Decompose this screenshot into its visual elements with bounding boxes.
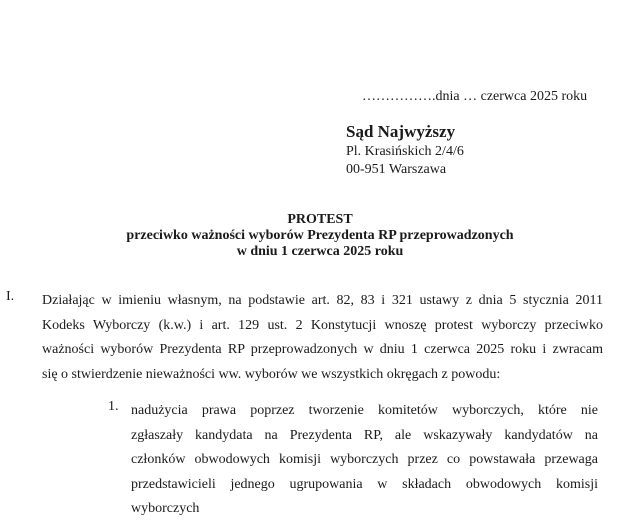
document-title xyxy=(0,212,640,260)
paragraph-line: ważności wyborów Prezydenta RP przeprowadzonych w dniu 1 czerwca 2025 roku i zwracam xyxy=(42,342,603,357)
addressee-block xyxy=(346,122,464,179)
paragraph-line: się o stwierdzenie nieważności ww. wyborów we wszystkich okręgach z powodu: xyxy=(42,366,501,382)
section-numeral: I. xyxy=(6,289,15,304)
title-heading: PROTEST xyxy=(287,212,353,227)
list-item-line: członków obwodowych komisji wyborczych przez co powstawała przewaga xyxy=(131,452,598,467)
title-line-3: w dniu 1 czerwca 2025 roku xyxy=(236,244,404,259)
list-item-number: 1. xyxy=(108,399,119,414)
list-item-line: nadużycia prawa poprzez tworzenie komitetów wyborczych, które nie xyxy=(131,403,598,418)
list-item-line: zgłaszały kandydata na Prezydenta RP, ale wskazywały kandydatów na xyxy=(131,427,598,443)
court-street: Pl. Krasińskich 2/4/6 xyxy=(346,144,464,159)
list-item-text xyxy=(131,399,598,516)
section-1-paragraph xyxy=(42,289,603,387)
court-name: Sąd Najwyższy xyxy=(346,122,456,141)
date-line: …………….dnia … czerwca 2025 roku xyxy=(362,89,588,104)
title-line-2: przeciwko ważności wyborów Prezydenta RP przeprowadzonych xyxy=(126,228,514,243)
paragraph-line: Kodeks Wyborczy (k.w.) i art. 129 ust. 2 Konstytucji wnoszę protest wyborczy przeciwko xyxy=(42,317,603,333)
court-city: 00-951 Warszawa xyxy=(346,162,447,177)
paragraph-line: Działając w imieniu własnym, na podstawie art. 82, 83 i 321 ustawy z dnia 5 stycznia 2011 xyxy=(42,293,603,308)
list-item-line: przedstawicieli jednego ugrupowania w składach obwodowych komisji wyborczych xyxy=(131,476,598,516)
